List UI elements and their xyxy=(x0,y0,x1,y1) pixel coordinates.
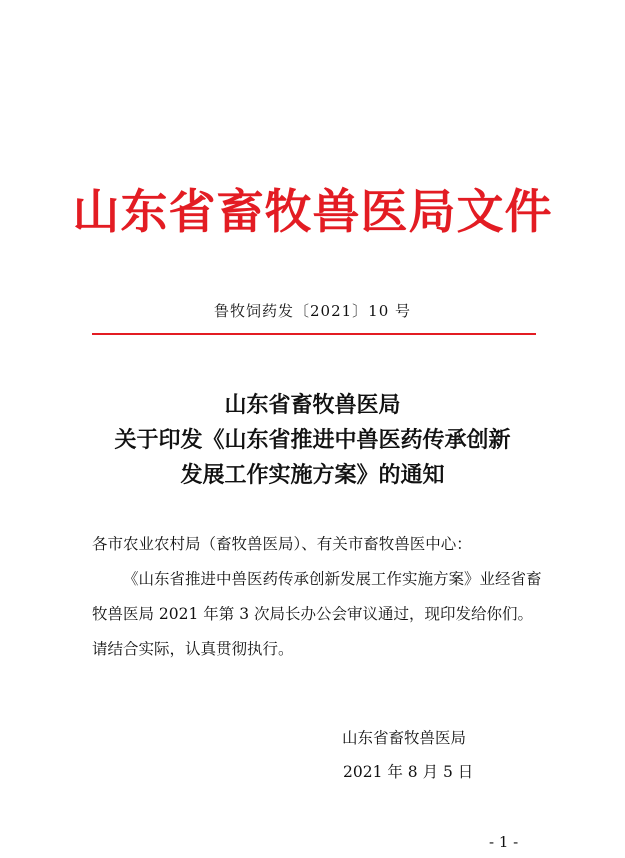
signature-date: 2021 年 8 月 5 日 xyxy=(343,763,474,781)
document-number: 鲁牧饲药发〔2021〕10 号 xyxy=(213,302,412,320)
document-header-title: 山东省畜牧兽医局文件 xyxy=(72,185,553,240)
body-paragraph: 《山东省推进中兽医药传承创新发展工作实施方案》业经省畜牧兽医局 2021 年第 3 次局长办公会审议通过，现印发给你们。请结合实际，认真贯彻执行。 xyxy=(92,570,542,658)
notice-body xyxy=(92,527,542,667)
red-divider-line xyxy=(92,333,536,335)
notice-title-line-3: 发展工作实施方案》的通知 xyxy=(180,462,445,488)
notice-title xyxy=(0,388,625,493)
signature-organization: 山东省畜牧兽医局 xyxy=(342,729,467,747)
page-number: - 1 - xyxy=(489,833,519,851)
notice-title-line-1: 山东省畜牧兽医局 xyxy=(224,392,401,418)
salutation: 各市农业农村局（畜牧兽医局）、有关市畜牧兽医中心： xyxy=(92,535,472,553)
notice-title-line-2: 关于印发《山东省推进中兽医药传承创新 xyxy=(114,427,511,453)
